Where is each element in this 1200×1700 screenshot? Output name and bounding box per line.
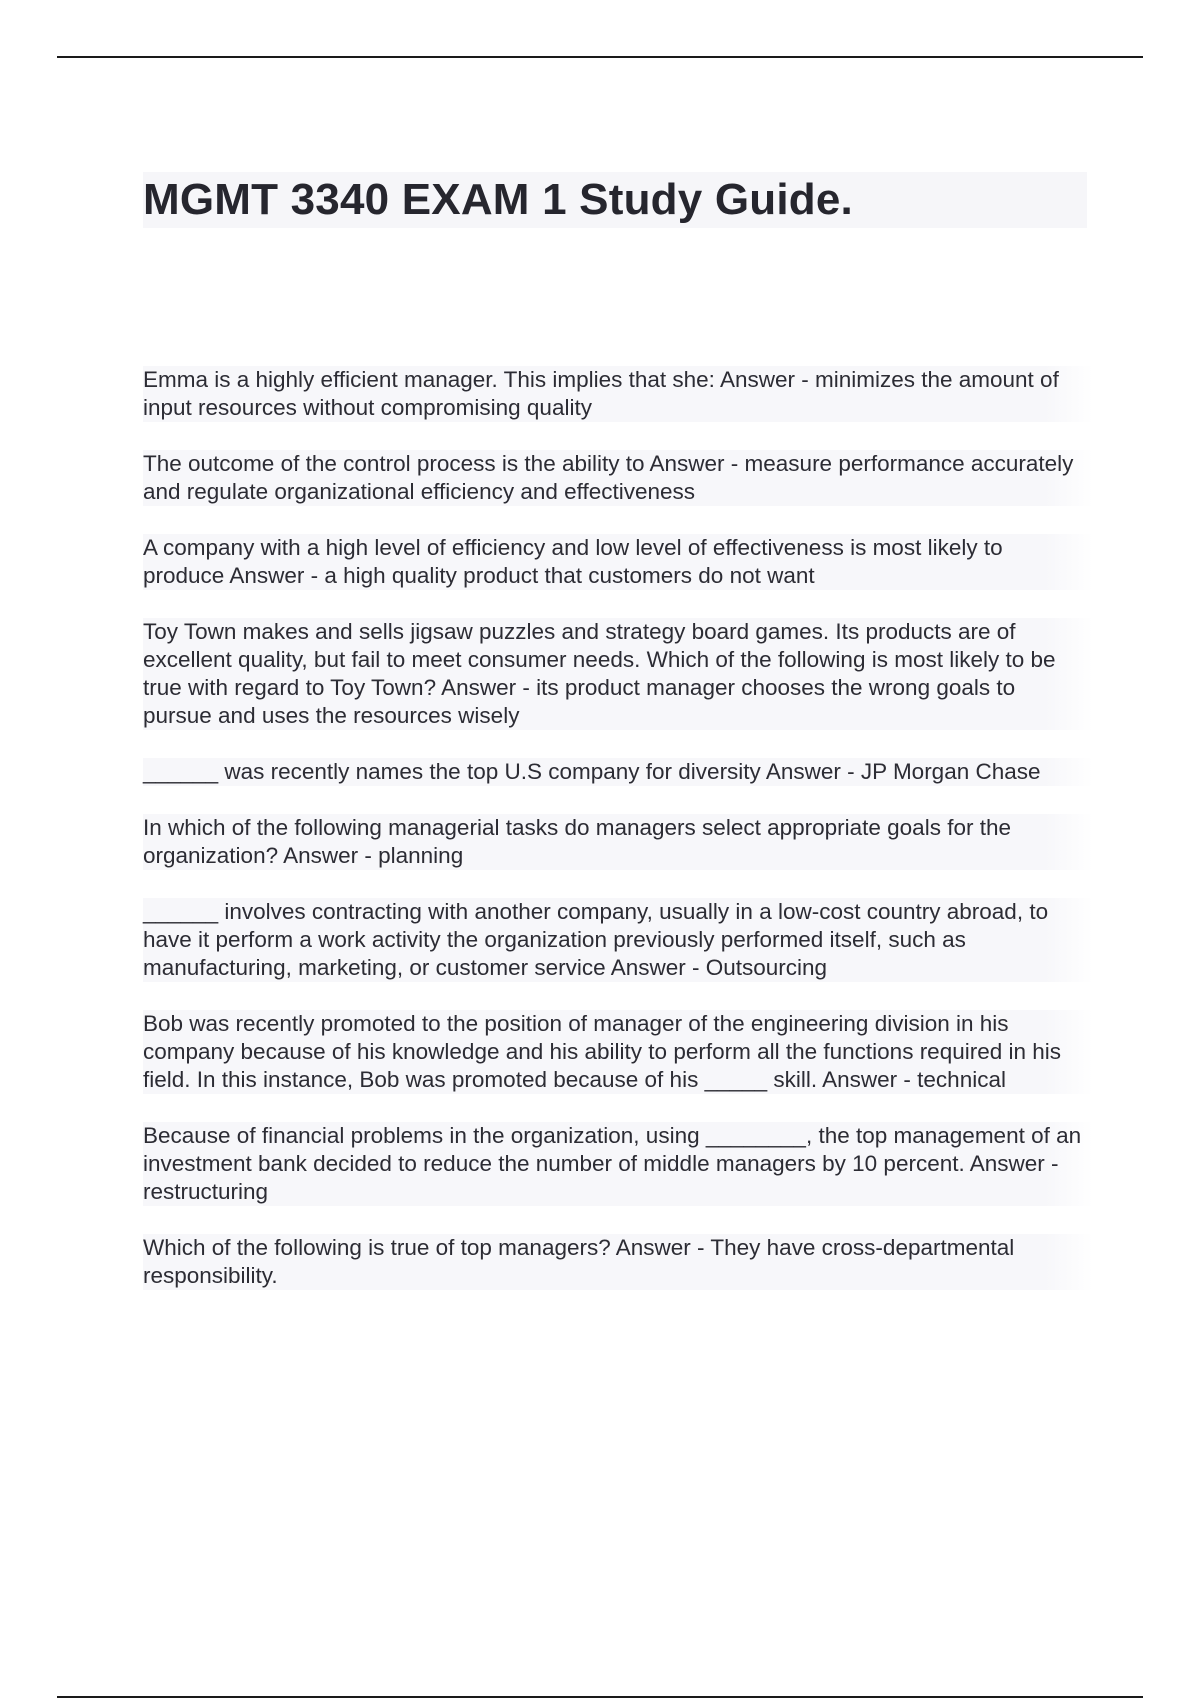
top-rule bbox=[57, 56, 1143, 58]
question-list bbox=[143, 366, 1093, 1318]
question-item: Emma is a highly efficient manager. This implies that she: Answer - minimizes the amount of input resources without compromising quality bbox=[143, 366, 1093, 422]
question-item: ______ was recently names the top U.S company for diversity Answer - JP Morgan Chase bbox=[143, 758, 1093, 786]
question-item: The outcome of the control process is the ability to Answer - measure performance accurately and regulate organizational efficiency and effectiveness bbox=[143, 450, 1093, 506]
bottom-rule bbox=[57, 1696, 1143, 1698]
question-item: A company with a high level of efficiency and low level of effectiveness is most likely to produce Answer - a high quality product that customers do not want bbox=[143, 534, 1093, 590]
question-item: Bob was recently promoted to the position of manager of the engineering division in his company because of his knowledge and his ability to perform all the functions required in his field. In this instance, Bob was promoted because of his _____ skill. Answer - technical bbox=[143, 1010, 1093, 1094]
question-item: In which of the following managerial tasks do managers select appropriate goals for the organization? Answer - planning bbox=[143, 814, 1093, 870]
title-block bbox=[143, 172, 1087, 228]
question-item: Toy Town makes and sells jigsaw puzzles and strategy board games. Its products are of excellent quality, but fail to meet consumer needs. Which of the following is most likely to be true with regard to Toy Town? Answer - its product manager chooses the wrong goals to pursue and uses the resources wisely bbox=[143, 618, 1093, 730]
question-item: Which of the following is true of top managers? Answer - They have cross-departmental responsibility. bbox=[143, 1234, 1093, 1290]
question-item: ______ involves contracting with another company, usually in a low-cost country abroad, to have it perform a work activity the organization previously performed itself, such as manufacturing, marketing, or customer service Answer - Outsourcing bbox=[143, 898, 1093, 982]
question-item: Because of financial problems in the organization, using ________, the top management of an investment bank decided to reduce the number of middle managers by 10 percent. Answer - restructuring bbox=[143, 1122, 1093, 1206]
page-title: MGMT 3340 EXAM 1 Study Guide. bbox=[143, 175, 853, 224]
